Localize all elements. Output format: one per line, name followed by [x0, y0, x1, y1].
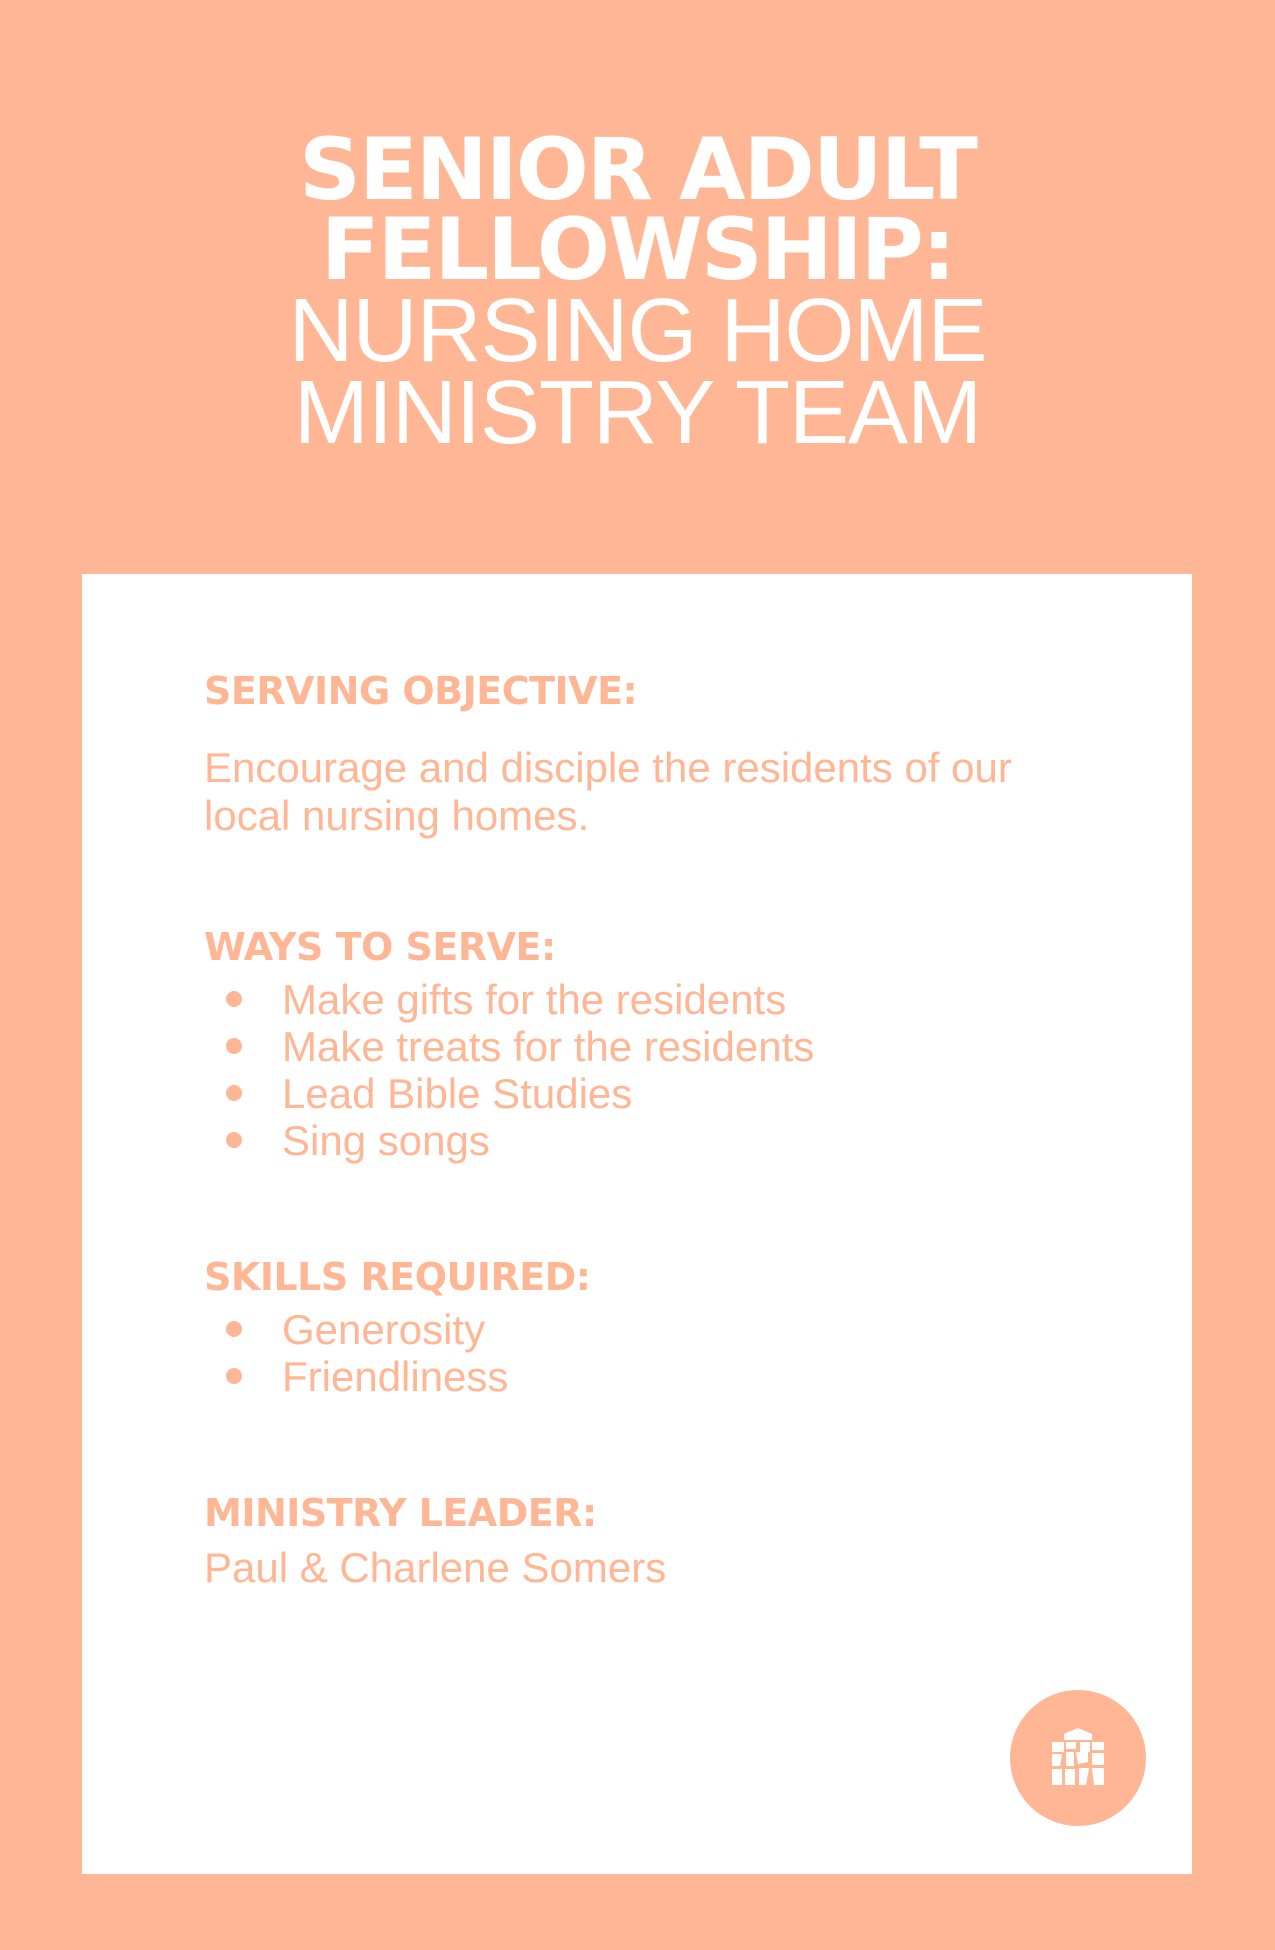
title-line-2: FELLOWSHIP:: [320, 200, 955, 300]
ways-to-serve-heading: WAYS TO SERVE:: [204, 925, 556, 969]
bullet-icon: [226, 991, 242, 1007]
title-line-3: NURSING HOME: [288, 281, 987, 381]
list-item: [204, 1023, 814, 1070]
skills-required-list: [204, 1306, 590, 1400]
ministry-leader-section: [204, 1490, 666, 1592]
list-item: [204, 1353, 590, 1400]
bullet-icon: [226, 1038, 242, 1054]
ministry-leader-name: Paul & Charlene Somers: [204, 1544, 667, 1591]
bullet-icon: [226, 1368, 242, 1384]
bullet-icon: [226, 1085, 242, 1101]
list-item-label: Friendliness: [282, 1353, 509, 1400]
title-line-1: SENIOR ADULT: [299, 120, 976, 220]
list-item-label: Lead Bible Studies: [282, 1070, 633, 1117]
bullet-icon: [226, 1321, 242, 1337]
list-item-label: Make gifts for the residents: [282, 976, 787, 1023]
ministry-leader-heading: MINISTRY LEADER:: [204, 1491, 597, 1535]
skills-required-section: [204, 1254, 590, 1400]
list-item: [204, 1117, 814, 1164]
ways-to-serve-list: [204, 976, 814, 1164]
serving-objective-section: [204, 668, 1084, 840]
serving-objective-heading: SERVING OBJECTIVE:: [204, 669, 638, 713]
church-logo-mark: [1044, 1724, 1112, 1792]
ways-to-serve-section: [204, 924, 814, 1164]
list-item: [204, 1070, 814, 1117]
list-item-label: Sing songs: [282, 1117, 490, 1164]
list-item-label: Make treats for the residents: [282, 1023, 815, 1070]
list-item: [204, 976, 814, 1023]
bullet-icon: [226, 1132, 242, 1148]
title-line-4: MINISTRY TEAM: [293, 363, 982, 463]
list-item-label: Generosity: [282, 1306, 486, 1353]
info-card: [82, 574, 1192, 1874]
list-item: [204, 1306, 590, 1353]
skills-required-heading: SKILLS REQUIRED:: [204, 1255, 591, 1299]
serving-objective-text: Encourage and disciple the residents of our local nursing homes.: [204, 744, 1012, 839]
page-header: [0, 120, 1275, 463]
church-logo-icon: [1010, 1690, 1146, 1826]
